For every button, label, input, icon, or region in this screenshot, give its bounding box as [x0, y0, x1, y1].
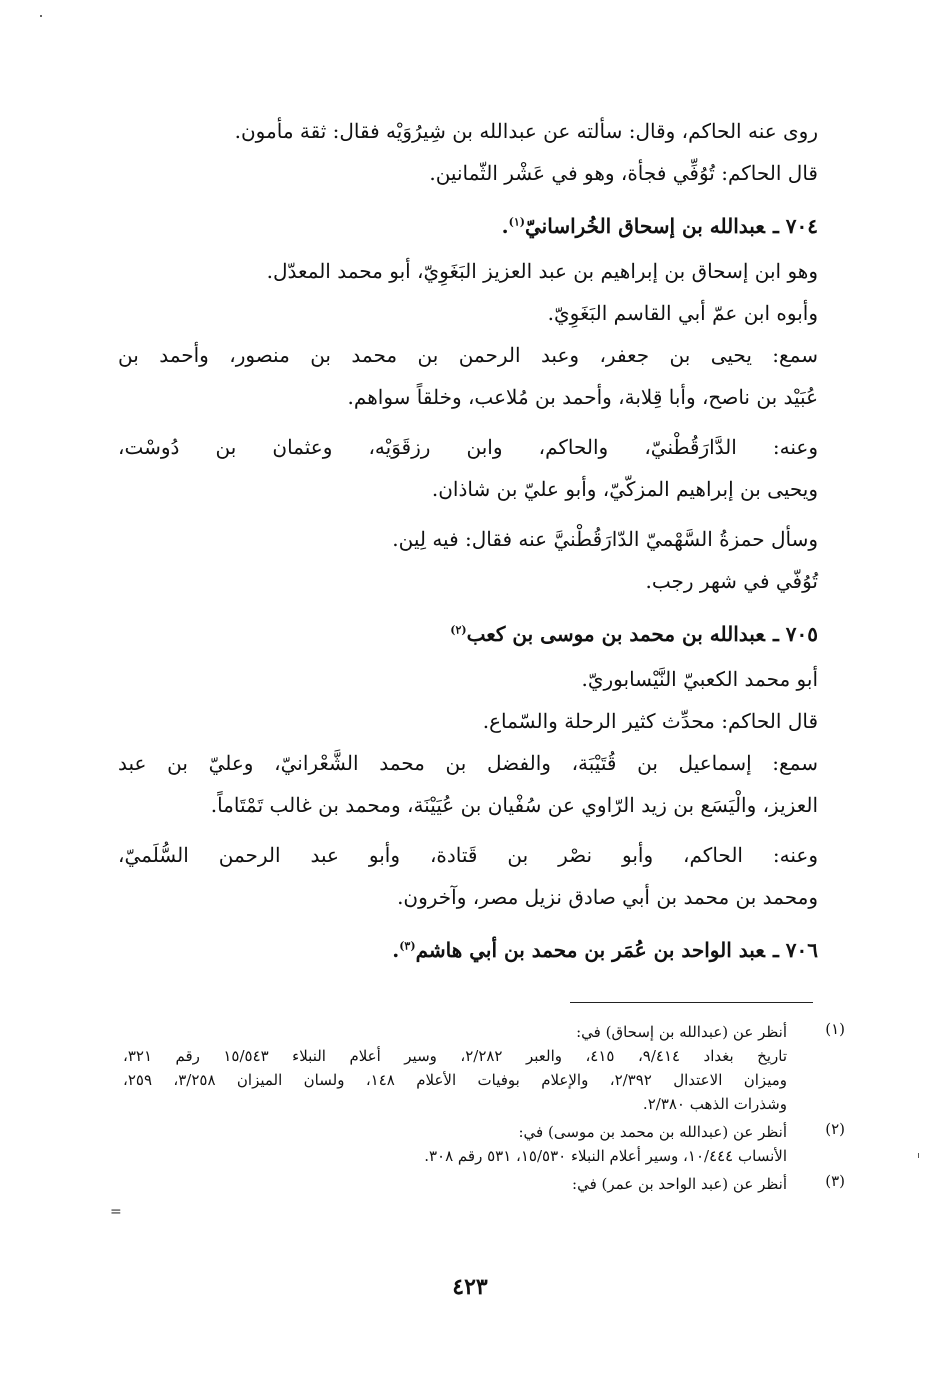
footnote-ref: (١) [508, 215, 525, 229]
scan-mark [918, 1153, 919, 1158]
text-line: العزيز، والْيَسَع بن زيد الرّاوي عن سُفْيان بن عُيَيْنَة، ومحمد بن غالب تَمْتَاماً. [210, 793, 818, 817]
text-line: وهو ابن إسحاق بن إبراهيم بن عبد العزيز البَغَوِيّ، أبو محمد المعدّل. [266, 259, 818, 283]
footnote-ref: (٢) [450, 623, 467, 637]
text-line: وعنه: الدَّارَقُطْنيّ، والحاكم، وابن رزقَوَيْه، وعثمان بن دُوسْت، [118, 435, 818, 459]
footnote-3 [123, 1172, 845, 1196]
footnote-line: الأنساب ١٠/٤٤٤، وسير أعلام النبلاء ١٥/٥٣٠، ٥٣١ رقم ٣٠٨. [424, 1147, 787, 1165]
footnote-ref: (٣) [399, 939, 416, 953]
text-line: ومحمد بن محمد بن أبي صادق نزيل مصر، وآخرون. [397, 885, 818, 909]
text-line: عُبَيْد بن ناصح، وأبا قِلابة، وأحمد بن مُلاعب، وخلقاً سواهم. [347, 385, 818, 409]
footnote-2 [123, 1120, 845, 1168]
text-line: وسأل حمزةُ السَّهْميّ الدّارَقُطْنيَّ عنه فقال: فيه لِين. [392, 527, 818, 551]
entry-name: عبدالله بن إسحاق الخُراسانيّ [525, 214, 765, 238]
text-line: وأبوه ابن عمّ أبي القاسم البَغَوِيّ. [547, 301, 818, 325]
text-line: أبو محمد الكعبيّ النَّيْسابوريّ. [581, 667, 818, 691]
entry-number: ٧٠٦ ـ [772, 938, 818, 962]
entry-number: ٧٠٥ ـ [772, 622, 818, 646]
footnote-line: أنظر عن (عبدالله بن محمد بن موسى) في: [518, 1123, 787, 1141]
footnote-line: وميزان الاعتدال ٢/٣٩٢، والإعلام بوفيات الأعلام ١٤٨، ولسان الميزان ٣/٢٥٨، ٢٥٩، [123, 1071, 787, 1089]
margin-mark: = [110, 1204, 122, 1220]
entry-number: ٧٠٤ ـ [772, 214, 818, 238]
footnote-line: أنظر عن (عبدالله بن إسحاق) في: [576, 1023, 787, 1041]
footnote-line: وشذرات الذهب ٢/٣٨٠. [642, 1095, 787, 1113]
text-line: سمع: إسماعيل بن قُتَيْبَة، والفضل بن محمد الشَّعْرانيّ، وعليّ بن عبد [118, 751, 818, 775]
footnote-line: تاريخ بغداد ٩/٤١٤، ٤١٥، والعبر ٢/٢٨٢، وسير أعلام النبلاء ١٥/٥٤٣ رقم ٣٢١، [123, 1047, 788, 1065]
text-line: سمع: يحيى بن جعفر، وعبد الرحمن بن محمد بن منصور، وأحمد بن [118, 343, 818, 367]
text-line: وعنه: الحاكم، وأبو نصْر بن قَتادة، وأبو عبد الرحمن السُّلَميّ، [118, 843, 818, 867]
text-line: قال الحاكم: محدِّث كثير الرحلة والسّماع. [482, 709, 818, 733]
entry-heading-706 [118, 926, 818, 974]
footnote-1 [123, 1020, 845, 1116]
entry-heading-705 [118, 610, 818, 658]
footnote-marker: (١) [825, 1020, 845, 1038]
scan-speck [40, 15, 42, 17]
entry-name: عبدالله بن محمد بن موسى بن كعب [466, 622, 765, 646]
main-text [118, 110, 818, 974]
footnote-line: أنظر عن (عبد الواحد بن عمر) في: [572, 1175, 787, 1193]
page-number: ٤٢٣ [452, 1274, 488, 1300]
text-line: روى عنه الحاكم، وقال: سألته عن عبدالله بن شِيرُوَيْه فقال: ثقة مأمون. [234, 119, 818, 143]
footnote-marker: (٣) [825, 1172, 845, 1190]
entry-tail: . [501, 214, 509, 238]
footnote-separator [570, 1002, 813, 1003]
text-line: تُوُفّي في شهر رجب. [645, 569, 818, 593]
text-line: قال الحاكم: تُوُفِّي فجأة، وهو في عَشْر الثّمانين. [429, 161, 818, 185]
entry-heading-704 [118, 202, 818, 250]
footnote-marker: (٢) [825, 1120, 845, 1138]
entry-name: عبد الواحد بن عُمَر بن محمد بن أبي هاشم [415, 938, 765, 962]
entry-tail: . [392, 938, 400, 962]
footnotes [123, 1020, 845, 1196]
text-line: ويحيى بن إبراهيم المزكّيّ، وأبو عليّ بن شاذان. [431, 477, 818, 501]
